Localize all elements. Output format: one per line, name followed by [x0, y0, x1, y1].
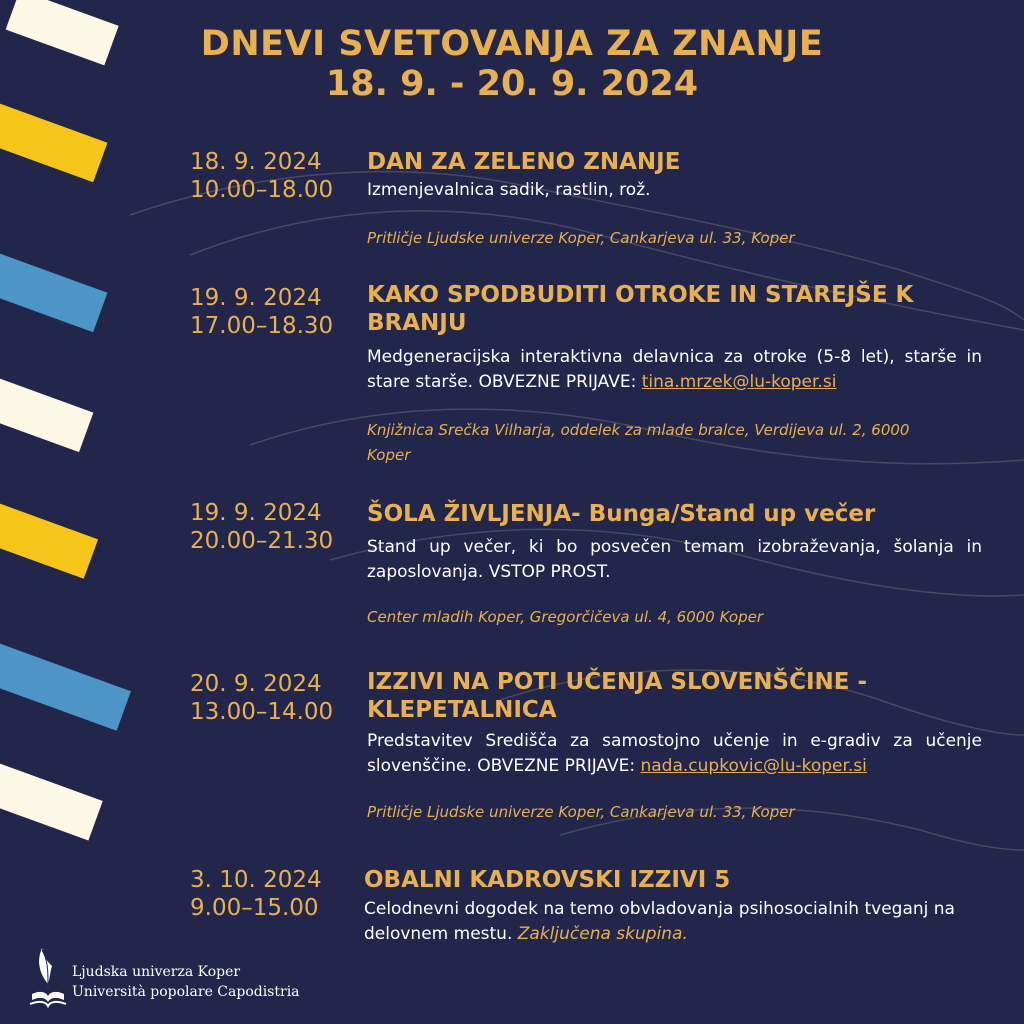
- event-title: ŠOLA ŽIVLJENJA- Bunga/Stand up večer: [367, 501, 876, 527]
- email-link[interactable]: tina.mrzek@lu-koper.si: [641, 372, 837, 392]
- logo-text: [72, 962, 300, 1002]
- event-location: Knjižnica Srečka Vilharja, oddelek za mlade bralce, Verdijeva ul. 2, 6000 Koper: [367, 421, 910, 464]
- logo-line-2: Università popolare Capodistria: [72, 984, 300, 1000]
- event-description: [367, 345, 982, 395]
- page-title: DNEVI SVETOVANJA ZA ZNANJE: [200, 24, 824, 64]
- event-time: 9.00–15.00: [190, 895, 319, 921]
- event-date: [190, 148, 333, 204]
- event-time: 10.00–18.00: [190, 177, 334, 203]
- event-description-text: Celodnevni dogodek na temo obvladovanja psihosocialnih tveganj na delovnem mestu.: [364, 899, 955, 944]
- event-description: [367, 729, 982, 779]
- event-description-text: Predstavitev Središča za samostojno učenje in e-gradiv za učenje slovenščine. OBVEZNE PRIJAVE:: [367, 731, 982, 776]
- event-title: OBALNI KADROVSKI IZZIVI 5: [364, 867, 731, 893]
- event-date: [190, 866, 322, 922]
- event-day: 18. 9. 2024: [190, 149, 322, 175]
- event-date: [190, 284, 333, 340]
- event-description: Stand up večer, ki bo posvečen temam izobraževanja, šolanja in zaposlovanja. VSTOP PROST.: [367, 537, 982, 582]
- event-title: IZZIVI NA POTI UČENJA SLOVENŠČINE - KLEPETALNICA: [367, 669, 868, 723]
- event-date: [190, 670, 333, 726]
- event-day: 3. 10. 2024: [190, 867, 322, 893]
- event-location: Center mladih Koper, Gregorčičeva ul. 4, 6000 Koper: [367, 608, 763, 626]
- event-day: 19. 9. 2024: [190, 285, 322, 311]
- event-date: [190, 499, 333, 555]
- event-location: Pritličje Ljudske univerze Koper, Cankarjeva ul. 33, Koper: [367, 803, 795, 821]
- event-description-text: Medgeneracijska interaktivna delavnica za otroke (5-8 let), starše in stare starše. OBVEZNE PRIJAVE:: [367, 347, 982, 392]
- event-day: 19. 9. 2024: [190, 500, 322, 526]
- event-description: [364, 897, 974, 947]
- event-title: DAN ZA ZELENO ZNANJE: [367, 149, 681, 175]
- event-note: Zaključena skupina.: [517, 924, 688, 944]
- logo-line-1: Ljudska univerza Koper: [72, 964, 241, 980]
- event-day: 20. 9. 2024: [190, 671, 322, 697]
- event-time: 13.00–14.00: [190, 699, 334, 725]
- event-description: Izmenjevalnica sadik, rastlin, rož.: [367, 180, 651, 200]
- event-time: 17.00–18.30: [190, 313, 334, 339]
- event-location: Pritličje Ljudske univerze Koper, Cankarjeva ul. 33, Koper: [367, 229, 795, 247]
- quill-book-icon: [26, 944, 70, 1010]
- email-link[interactable]: nada.cupkovic@lu-koper.si: [640, 756, 867, 776]
- event-time: 20.00–21.30: [190, 528, 334, 554]
- event-title: KAKO SPODBUDITI OTROKE IN STAREJŠE K BRANJU: [367, 282, 914, 336]
- page-date-range: 18. 9. - 20. 9. 2024: [325, 64, 699, 104]
